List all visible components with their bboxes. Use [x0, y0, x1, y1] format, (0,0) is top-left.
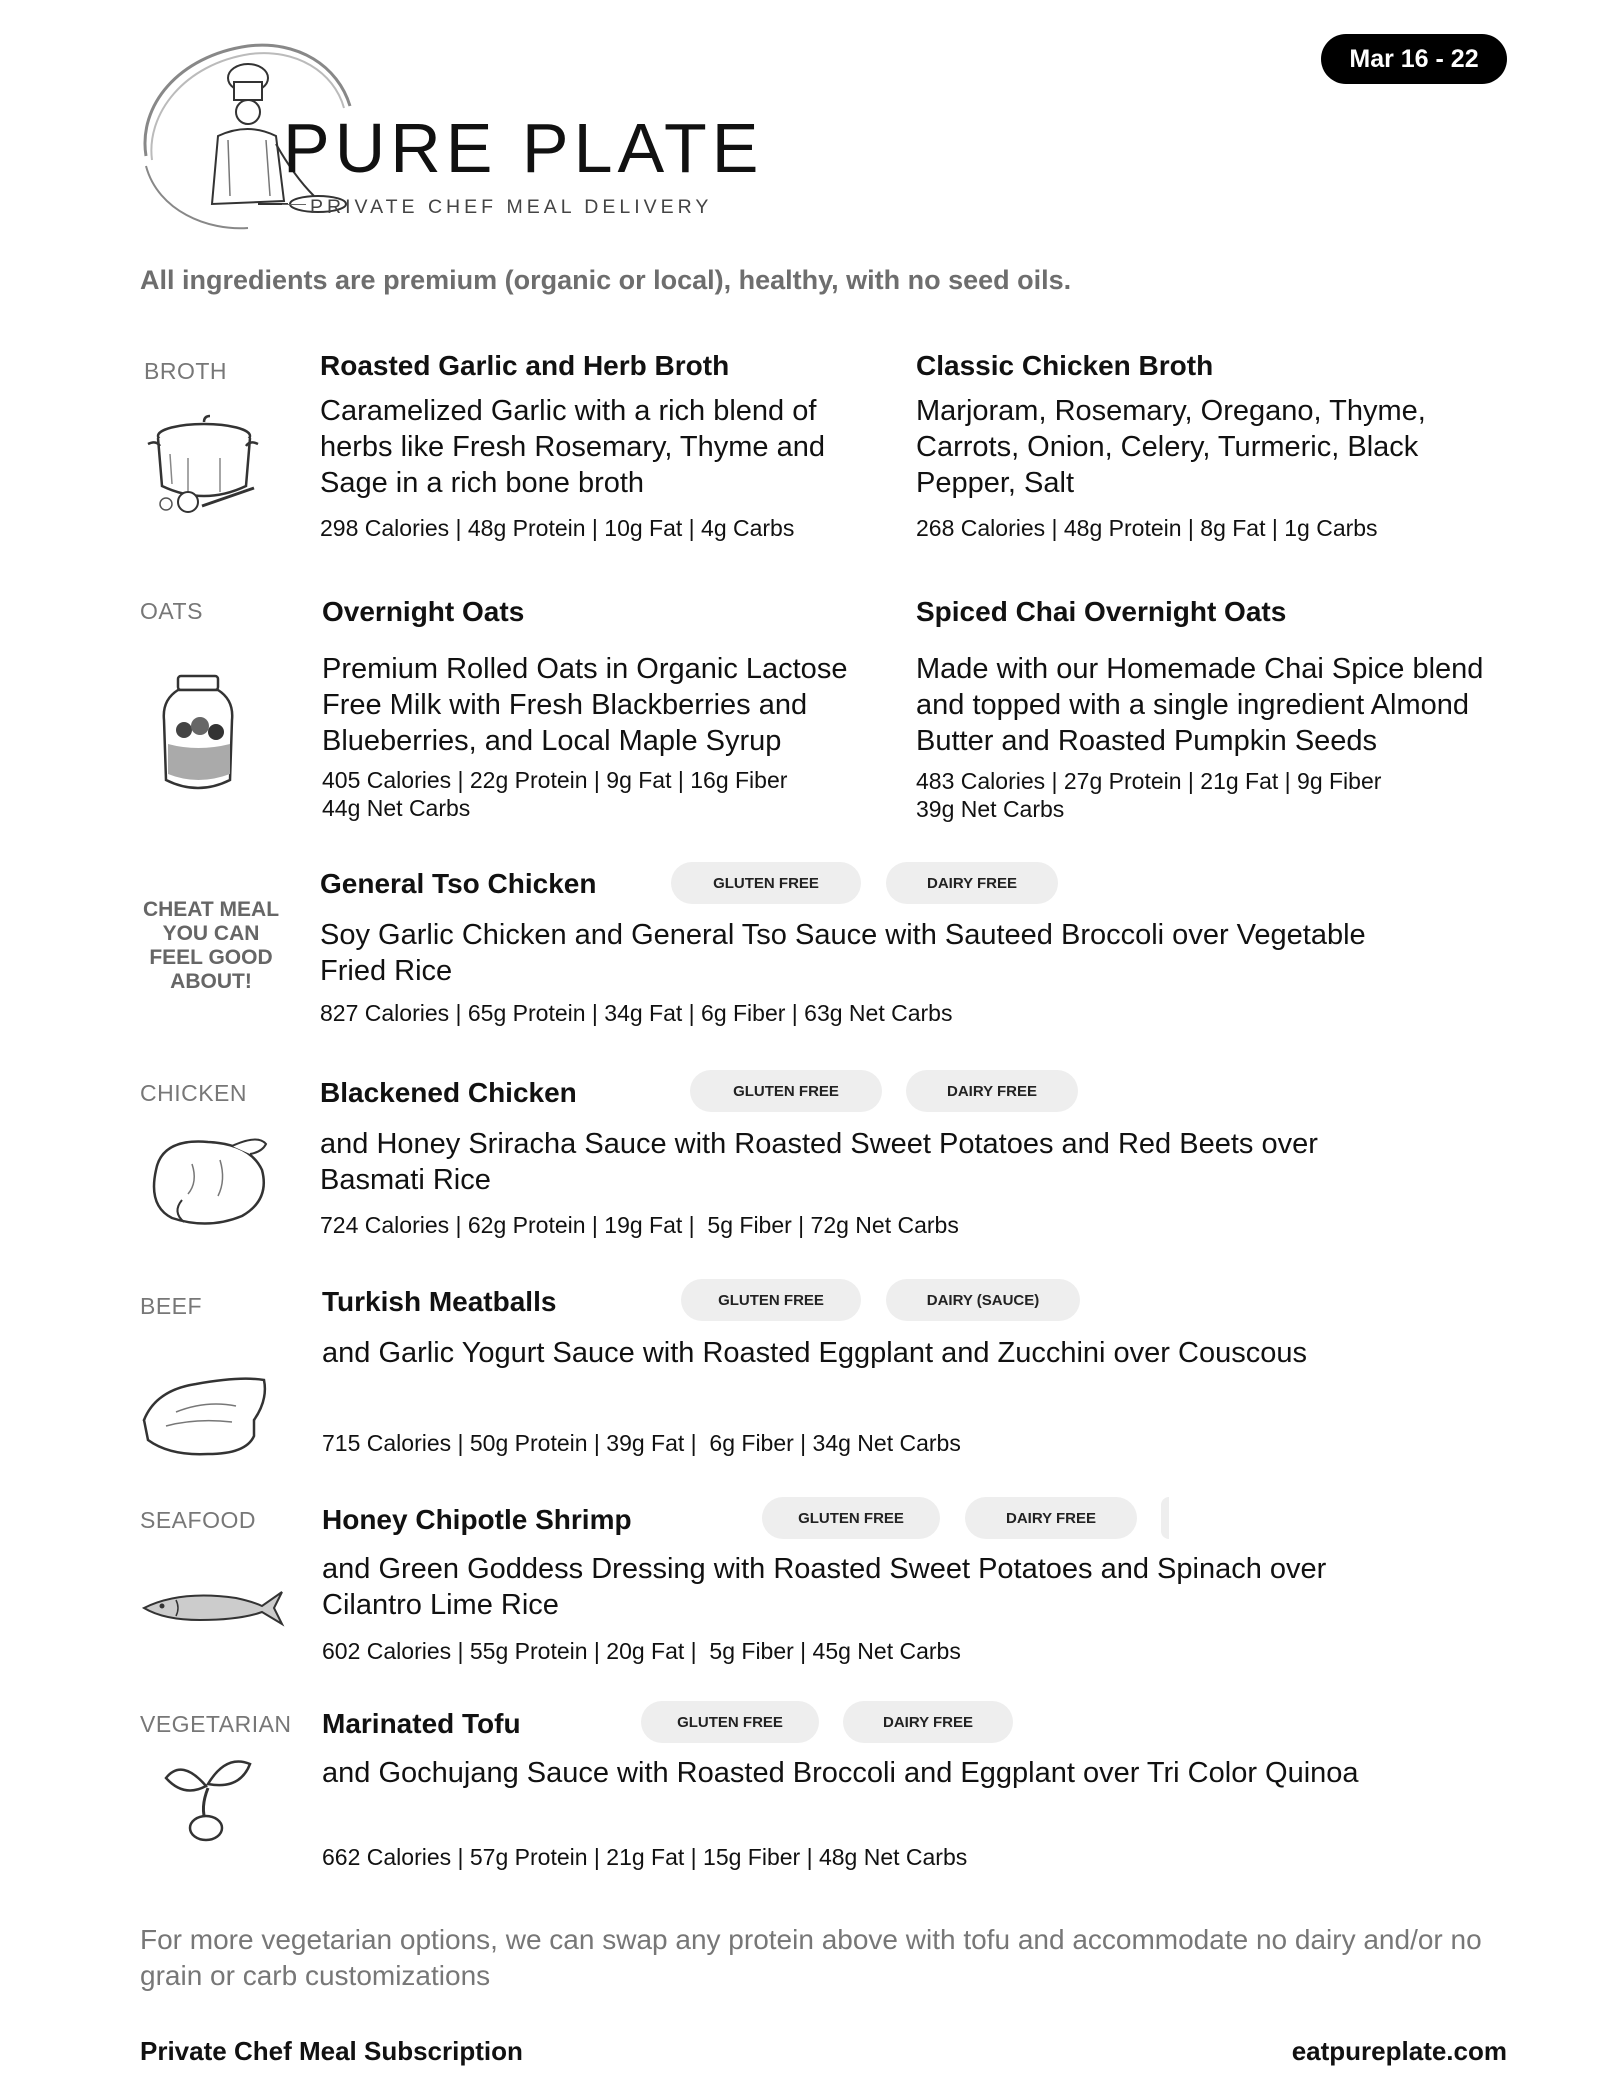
- vegetarian-title: Marinated Tofu: [322, 1708, 521, 1739]
- category-oats: OATS: [140, 598, 203, 624]
- gluten-free-badge: GLUTEN FREE: [641, 1701, 819, 1743]
- broth-item-2-description: Marjoram, Rosemary, Oregano, Thyme, Carrots, Onion, Celery, Turmeric, Black Pepper, Salt: [916, 395, 1426, 499]
- soup-pot-icon: [142, 414, 264, 516]
- steak-icon: [136, 1370, 272, 1458]
- vegetarian-description: and Gochujang Sauce with Roasted Broccoli and Eggplant over Tri Color Quinoa: [322, 1757, 1359, 1789]
- broth-item-2-macros: 268 Calories | 48g Protein | 8g Fat | 1g Carbs: [916, 515, 1378, 541]
- dairy-free-badge: DAIRY FREE: [906, 1070, 1078, 1112]
- truncated-badge: [1161, 1497, 1169, 1539]
- gluten-free-badge: GLUTEN FREE: [671, 862, 861, 904]
- date-range-badge: Mar 16 - 22: [1321, 34, 1507, 84]
- category-cheat-meal: CHEAT MEAL YOU CAN FEEL GOOD ABOUT!: [142, 898, 280, 993]
- vegetarian-macros: 662 Calories | 57g Protein | 21g Fat | 15g Fiber | 48g Net Carbs: [322, 1844, 968, 1870]
- category-chicken: CHICKEN: [140, 1080, 248, 1106]
- category-seafood: SEAFOOD: [140, 1507, 256, 1533]
- seafood-title: Honey Chipotle Shrimp: [322, 1504, 632, 1535]
- dairy-free-badge: DAIRY FREE: [843, 1701, 1013, 1743]
- broth-item-1-description: Caramelized Garlic with a rich blend of herbs like Fresh Rosemary, Thyme and Sage in a rich bone broth: [320, 395, 826, 499]
- oats-item-1-title: Overnight Oats: [322, 596, 525, 627]
- chicken-macros: 724 Calories | 62g Protein | 19g Fat | 5g Fiber | 72g Net Carbs: [320, 1212, 959, 1238]
- category-broth: BROTH: [144, 358, 227, 384]
- intro-text: All ingredients are premium (organic or local), healthy, with no seed oils.: [140, 265, 1072, 295]
- beef-macros: 715 Calories | 50g Protein | 39g Fat | 6g Fiber | 34g Net Carbs: [322, 1430, 961, 1456]
- fish-icon: [140, 1584, 284, 1628]
- vegetarian-options-note: For more vegetarian options, we can swap any protein above with tofu and accommodate no dairy and/or no grain or carb customizations: [140, 1924, 1482, 1991]
- oats-item-2-title: Spiced Chai Overnight Oats: [916, 596, 1287, 627]
- oats-item-1-description: Premium Rolled Oats in Organic Lactose Free Milk with Fresh Blackberries and Blueberries, and Local Maple Syrup: [322, 653, 848, 757]
- beef-description: and Garlic Yogurt Sauce with Roasted Eggplant and Zucchini over Couscous: [322, 1337, 1307, 1369]
- brand-name: PURE PLATE: [283, 109, 764, 187]
- footer-subscription: Private Chef Meal Subscription: [140, 2036, 523, 2066]
- footer-website-link[interactable]: eatpureplate.com: [1291, 2036, 1507, 2066]
- category-beef: BEEF: [140, 1293, 203, 1319]
- broth-item-2-title: Classic Chicken Broth: [916, 350, 1214, 381]
- gluten-free-badge: GLUTEN FREE: [762, 1497, 940, 1539]
- chicken-title: Blackened Chicken: [320, 1077, 577, 1108]
- broth-item-1-macros: 298 Calories | 48g Protein | 10g Fat | 4g Carbs: [320, 515, 795, 541]
- roast-chicken-icon: [142, 1130, 272, 1230]
- cheat-meal-macros: 827 Calories | 65g Protein | 34g Fat | 6g Fiber | 63g Net Carbs: [320, 1000, 953, 1026]
- seafood-macros: 602 Calories | 55g Protein | 20g Fat | 5g Fiber | 45g Net Carbs: [322, 1638, 961, 1664]
- dairy-free-badge: DAIRY FREE: [886, 862, 1058, 904]
- dairy-sauce-badge: DAIRY (SAUCE): [886, 1279, 1080, 1321]
- sprout-icon: [160, 1748, 256, 1844]
- oats-item-1-macros: 405 Calories | 22g Protein | 9g Fat | 16g Fiber 44g Net Carbs: [322, 767, 788, 821]
- cheat-meal-title: General Tso Chicken: [320, 868, 597, 899]
- beef-title: Turkish Meatballs: [322, 1286, 557, 1317]
- jar-icon: [160, 674, 236, 796]
- broth-item-1-title: Roasted Garlic and Herb Broth: [320, 350, 730, 381]
- gluten-free-badge: GLUTEN FREE: [681, 1279, 861, 1321]
- cheat-meal-description: Soy Garlic Chicken and General Tso Sauce with Sauteed Broccoli over Vegetable Fried Rice: [320, 919, 1366, 987]
- category-vegetarian: VEGETARIAN: [140, 1711, 292, 1737]
- oats-item-2-description: Made with our Homemade Chai Spice blend and topped with a single ingredient Almond Butter and Roasted Pumpkin Seeds: [916, 653, 1484, 757]
- brand-tagline: PRIVATE CHEF MEAL DELIVERY: [310, 196, 713, 218]
- dairy-free-badge: DAIRY FREE: [965, 1497, 1137, 1539]
- seafood-description: and Green Goddess Dressing with Roasted Sweet Potatoes and Spinach over Cilantro Lime Rice: [322, 1553, 1327, 1621]
- chicken-description: and Honey Sriracha Sauce with Roasted Sweet Potatoes and Red Beets over Basmati Rice: [320, 1128, 1318, 1196]
- brand-divider: [282, 204, 306, 205]
- oats-item-2-macros: 483 Calories | 27g Protein | 21g Fat | 9g Fiber 39g Net Carbs: [916, 768, 1382, 822]
- gluten-free-badge: GLUTEN FREE: [690, 1070, 882, 1112]
